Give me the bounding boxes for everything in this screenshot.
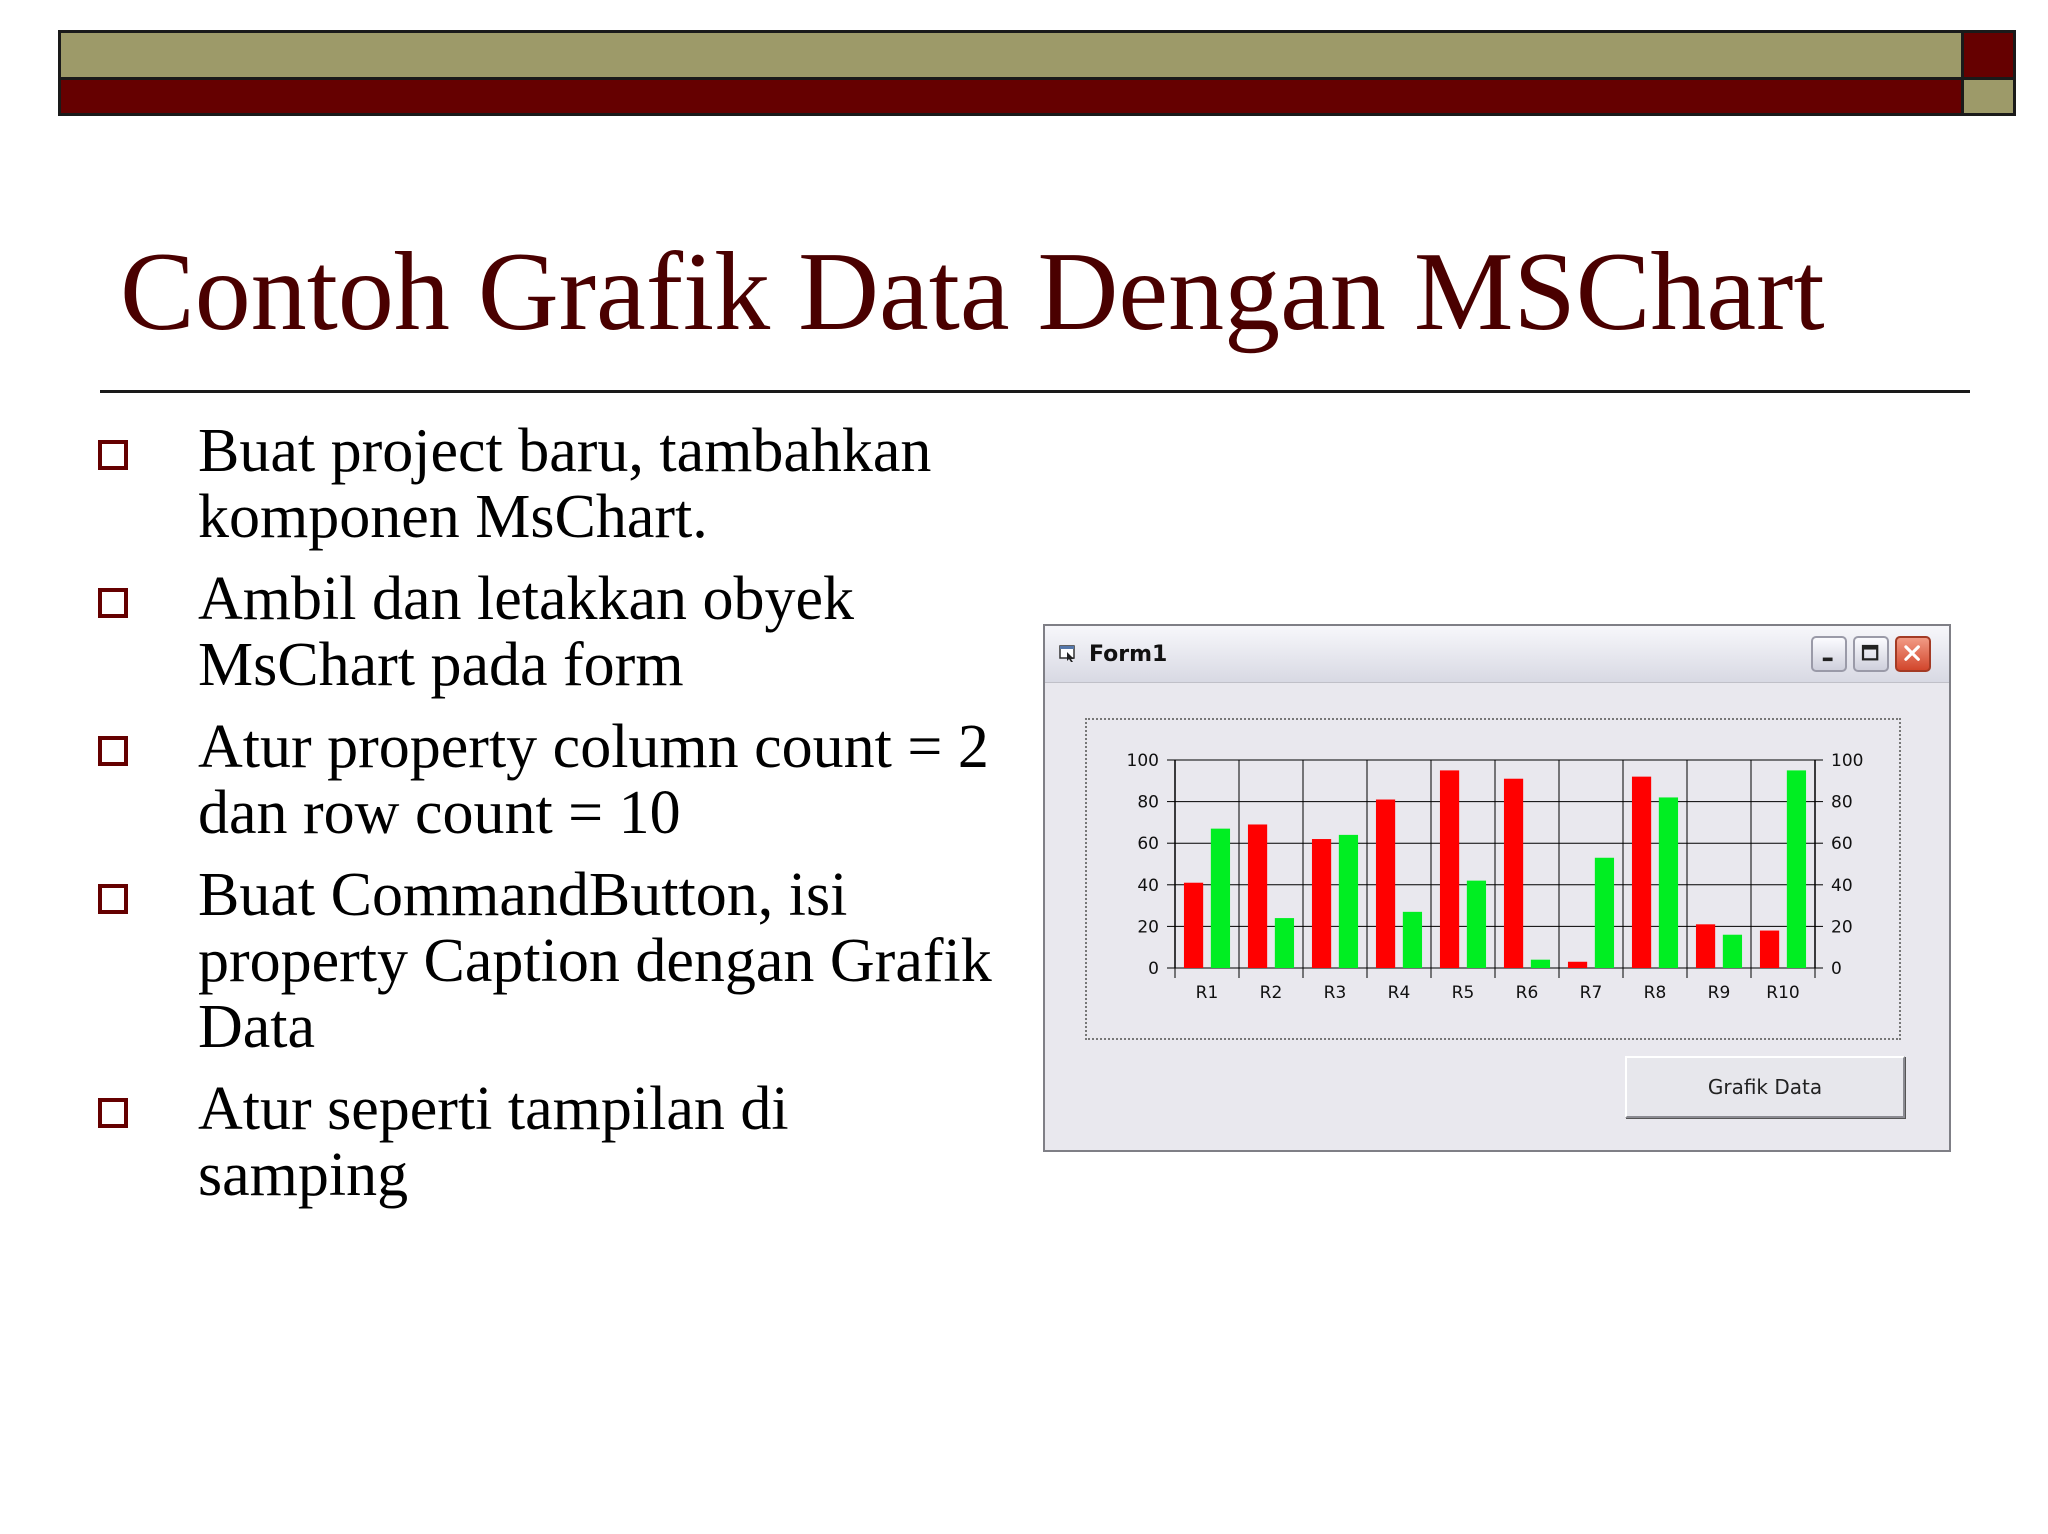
x-tick-label: R6	[1515, 983, 1539, 1003]
y2-tick-label: 20	[1831, 917, 1853, 938]
y2-tick-label: 60	[1831, 834, 1853, 855]
bar-series2	[1211, 829, 1230, 968]
close-button[interactable]	[1895, 636, 1931, 672]
bar-series1	[1376, 800, 1395, 968]
bar-series1	[1312, 839, 1331, 968]
x-tick-label: R3	[1323, 983, 1347, 1003]
x-tick-label: R7	[1579, 983, 1603, 1003]
bar-series2	[1339, 835, 1358, 968]
x-tick-label: R2	[1259, 983, 1283, 1003]
x-tick-label: R10	[1766, 983, 1800, 1003]
x-tick-label: R9	[1707, 983, 1731, 1003]
square-bullet-icon	[98, 588, 128, 618]
bar-series2	[1531, 960, 1550, 968]
bar-series1	[1568, 962, 1587, 968]
minimize-icon	[1813, 638, 1845, 670]
bullet-item	[90, 418, 1010, 550]
maximize-icon	[1855, 638, 1887, 670]
close-icon	[1897, 638, 1929, 670]
bar-series2	[1275, 918, 1294, 968]
bar-series1	[1760, 931, 1779, 968]
bar-chart	[1087, 720, 1899, 1038]
square-bullet-icon	[98, 736, 128, 766]
form-title: Form1	[1089, 642, 1168, 667]
y-tick-label: 80	[1137, 792, 1159, 813]
slide-title: Contoh Grafik Data Dengan MSChart	[120, 230, 1825, 354]
title-divider	[100, 390, 1970, 393]
bar-series2	[1403, 912, 1422, 968]
x-tick-label: R8	[1643, 983, 1667, 1003]
bullet-item	[90, 862, 1010, 1060]
bar-series1	[1504, 779, 1523, 968]
bullet-list	[90, 418, 1010, 1224]
bullet-item	[90, 1076, 1010, 1208]
bar-series2	[1595, 858, 1614, 968]
y-tick-label: 100	[1126, 751, 1159, 771]
top-bar-olive	[58, 30, 1964, 80]
bar-series1	[1632, 777, 1651, 968]
bullet-text: Atur seperti tampilan di samping	[198, 1075, 789, 1209]
x-tick-label: R1	[1195, 983, 1219, 1003]
square-bullet-icon	[98, 1098, 128, 1128]
x-tick-label: R4	[1387, 983, 1411, 1003]
square-bullet-icon	[98, 440, 128, 470]
bullet-text: Ambil dan letakkan obyek MsChart pada form	[198, 565, 854, 699]
mschart-control[interactable]	[1085, 718, 1901, 1040]
minimize-button[interactable]	[1811, 636, 1847, 672]
y-tick-label: 40	[1137, 875, 1159, 896]
bar-series2	[1787, 770, 1806, 968]
bar-series2	[1467, 881, 1486, 968]
bar-series2	[1723, 935, 1742, 968]
x-tick-label: R5	[1451, 983, 1475, 1003]
bullet-text: Atur property column count = 2 dan row count = 10	[198, 713, 989, 847]
y2-tick-label: 100	[1831, 751, 1864, 771]
top-bar-corner-olive	[1964, 80, 2016, 116]
y-tick-label: 0	[1148, 959, 1159, 979]
form-window	[1043, 624, 1951, 1152]
maximize-button[interactable]	[1853, 636, 1889, 672]
bar-series1	[1184, 883, 1203, 968]
bullet-item	[90, 566, 1010, 698]
bullet-item	[90, 714, 1010, 846]
top-decor-bar	[58, 30, 2016, 116]
y2-tick-label: 40	[1831, 875, 1853, 896]
top-bar-maroon	[58, 80, 1964, 116]
form-app-icon	[1059, 644, 1079, 662]
y2-tick-label: 0	[1831, 959, 1842, 979]
bar-series1	[1696, 924, 1715, 968]
bar-series1	[1248, 824, 1267, 968]
y2-tick-label: 80	[1831, 792, 1853, 813]
grafik-data-button[interactable]: Grafik Data	[1625, 1056, 1905, 1118]
form-titlebar[interactable]	[1045, 626, 1949, 683]
bullet-text: Buat CommandButton, isi property Caption dengan Grafik Data	[198, 861, 992, 1061]
y-tick-label: 60	[1137, 834, 1159, 855]
top-bar-corner-maroon	[1964, 30, 2016, 80]
bar-series2	[1659, 797, 1678, 968]
bullet-text: Buat project baru, tambahkan komponen MsChart.	[198, 417, 932, 551]
y-tick-label: 20	[1137, 917, 1159, 938]
bar-series1	[1440, 770, 1459, 968]
square-bullet-icon	[98, 884, 128, 914]
